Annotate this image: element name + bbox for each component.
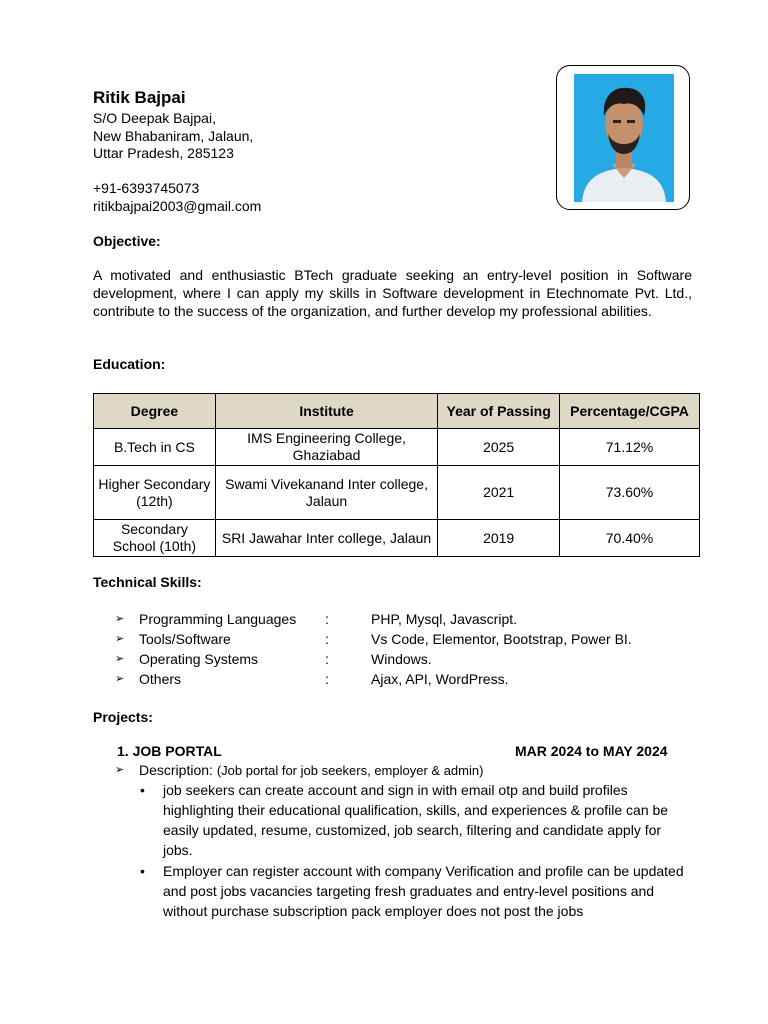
- skill-separator: :: [325, 611, 329, 627]
- description-line: [139, 762, 483, 779]
- skill-value: Ajax, API, WordPress.: [371, 671, 509, 687]
- year-cell: 2021: [438, 466, 560, 520]
- table-row: [94, 429, 700, 466]
- skill-value: Vs Code, Elementor, Bootstrap, Power BI.: [371, 631, 632, 647]
- skill-separator: :: [325, 631, 329, 647]
- percentage-cell: 71.12%: [560, 429, 700, 466]
- address-line: New Bhabaniram, Jalaun,: [93, 127, 254, 144]
- project-dates: MAR 2024 to MAY 2024: [515, 743, 668, 759]
- skill-separator: :: [325, 671, 329, 687]
- arrow-bullet-icon: ➢: [115, 633, 125, 645]
- arrow-bullet-icon: ➢: [115, 613, 125, 625]
- address-block: [93, 110, 253, 163]
- table-header-row: [94, 394, 700, 429]
- education-table: [93, 393, 700, 557]
- skill-label: Others: [139, 671, 182, 687]
- candidate-name: Ritik Bajpai: [93, 88, 186, 107]
- bullet-icon: •: [140, 863, 145, 879]
- address-line: S/O Deepak Bajpai,: [93, 110, 216, 126]
- education-heading: Education:: [93, 356, 166, 372]
- person-portrait-icon: [574, 74, 674, 202]
- degree-cell: Secondary School (10th): [94, 520, 216, 557]
- skill-label: Programming Languages: [139, 611, 297, 627]
- objective-heading: Objective:: [93, 233, 161, 249]
- year-cell: 2019: [438, 520, 560, 557]
- objective-text: A motivated and enthusiastic BTech graduate seeking an entry-level position in Software development, where I can apply my skills in Software development in Etechnomate Pvt. Ltd., contribute to the success of the organization, and further develop my professional abilities.: [93, 267, 692, 319]
- address-line: Uttar Pradesh, 285123: [93, 145, 234, 161]
- bullet-text: job seekers can create account and sign in with email otp and build profiles highlighting their educational qualification, skills, and experiences & profile can be easily updated, resume, customized, job search, filtering and candidate apply for jobs.: [163, 782, 669, 858]
- project-bullets: [140, 780, 692, 921]
- bullet-icon: •: [140, 782, 145, 798]
- projects-heading: Projects:: [93, 709, 153, 725]
- institute-cell: Swami Vivekanand Inter college, Jalaun: [215, 466, 437, 520]
- degree-cell: B.Tech in CS: [94, 429, 216, 466]
- skill-value: Windows.: [371, 651, 432, 667]
- project-title: 1. JOB PORTAL: [117, 743, 222, 759]
- skill-value: PHP, Mysql, Javascript.: [371, 611, 518, 627]
- institute-cell: SRI Jawahar Inter college, Jalaun: [215, 520, 437, 557]
- arrow-bullet-icon: ➢: [115, 764, 125, 776]
- column-header-institute: Institute: [215, 394, 437, 429]
- percentage-cell: 73.60%: [560, 466, 700, 520]
- column-header-percentage: Percentage/CGPA: [560, 394, 700, 429]
- skill-separator: :: [325, 651, 329, 667]
- arrow-bullet-icon: ➢: [115, 653, 125, 665]
- percentage-cell: 70.40%: [560, 520, 700, 557]
- column-header-degree: Degree: [94, 394, 216, 429]
- description-note: (Job portal for job seekers, employer & admin): [216, 763, 484, 778]
- column-header-year: Year of Passing: [438, 394, 560, 429]
- profile-photo-frame: [556, 65, 690, 210]
- email-address: ritikbajpai2003@gmail.com: [93, 197, 262, 214]
- skills-heading: Technical Skills:: [93, 574, 202, 590]
- skill-label: Operating Systems: [139, 651, 259, 667]
- skill-label: Tools/Software: [139, 631, 231, 647]
- degree-cell: Higher Secondary (12th): [94, 466, 216, 520]
- table-row: [94, 520, 700, 557]
- table-row: [94, 466, 700, 520]
- list-item: [140, 861, 692, 921]
- list-item: [140, 780, 692, 860]
- institute-cell: IMS Engineering College, Ghaziabad: [215, 429, 437, 466]
- arrow-bullet-icon: ➢: [115, 673, 125, 685]
- year-cell: 2025: [438, 429, 560, 466]
- bullet-text: Employer can register account with company Verification and profile can be updated and post jobs vacancies targeting fresh graduates and entry-level positions and without purchase subscription pack employer does not post the jobs: [163, 863, 684, 919]
- description-label: Description:: [139, 762, 213, 778]
- contact-block: [93, 180, 261, 215]
- profile-photo: [574, 74, 674, 202]
- phone-number: +91-6393745073: [93, 180, 200, 196]
